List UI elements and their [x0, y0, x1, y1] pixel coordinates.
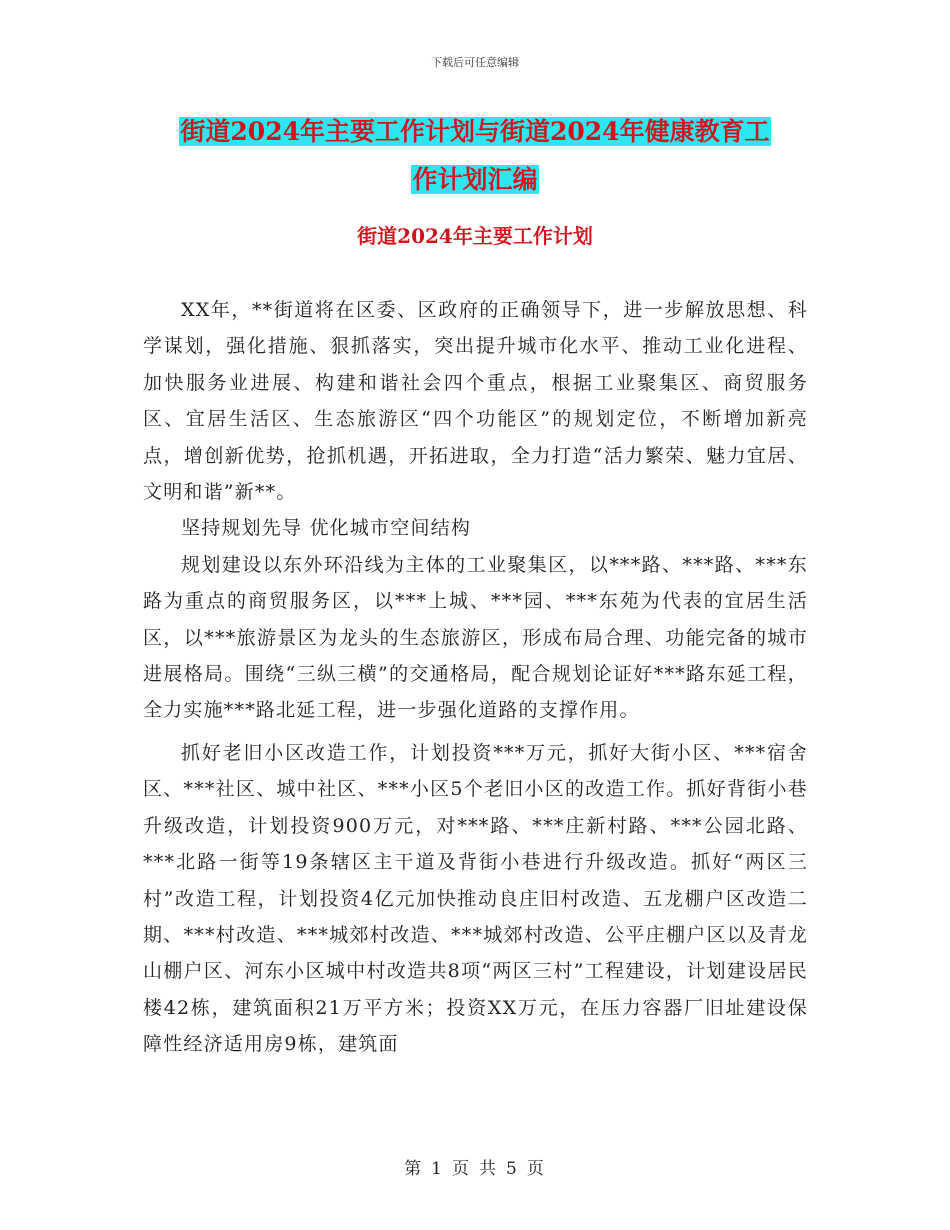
footer-of: 共 — [479, 1159, 498, 1179]
footer-suffix: 页 — [526, 1159, 546, 1179]
paragraph-intro: XX年，**街道将在区委、区政府的正确领导下，进一步解放思想、科学谋划，强化措施、狠抓落实，突出提升城市化水平、推动工业化进程、加快服务业进展、构建和谐社会四个重点，根据工业聚集区、商贸服务区、宜居生活区、生态旅游区“四个功能区”的规划定位，不断增加新亮点，增创新优势，抢抓机遇，开拓进取，全力打造“活力繁荣、魅力宜居、文明和谐”新**。 — [143, 299, 808, 504]
paragraph-renovation: 抓好老旧小区改造工作，计划投资***万元，抓好大街小区、***宿舍区、***社区、城中社区、***小区5个老旧小区的改造工作。抓好背街小巷升级改造，计划投资900万元，对***路、***庄新村路、***公园北路、***北路一街等19条辖区主干道及背街小巷进行升级改造。抓好“两区三村”改造工程，计划投资4亿元加快推动良庄旧村改造、五龙棚户区改造二期、***村改造、***城郊村改造、***城郊村改造、公平庄棚户区以及青龙山棚户区、河东小区城中村改造共8项“两区三村”工程建设，计划建设居民楼42栋，建筑面积21万平方米；投资XX万元，在压力容器厂旧址建设保障性经济适用房9栋，建筑面 — [143, 741, 808, 1056]
document-title — [0, 108, 950, 204]
paragraph-planning: 规划建设以东外环沿线为主体的工业聚集区，以***路、***路、***东路为重点的商贸服务区，以***上城、***园、***东苑为代表的宜居生活区，以***旅游景区为龙头的生态旅游区，形成布局合理、功能完备的城市进展格局。围绕“三纵三横”的交通格局，配合规划论证好***路东延工程，全力实施***路北延工程，进一步强化道路的支撑作用。 — [143, 553, 808, 722]
footer-page-word: 页 — [452, 1159, 471, 1179]
document-body — [143, 292, 808, 1063]
paragraph-subheading: 坚持规划先导 优化城市空间结构 — [181, 517, 472, 540]
footer-total-pages: 5 — [506, 1159, 519, 1179]
footer-page-number: 1 — [431, 1159, 444, 1179]
section-title: 街道2024年主要工作计划 — [357, 224, 593, 248]
page-footer — [0, 1154, 950, 1179]
footer-prefix: 第 — [404, 1159, 424, 1179]
header-note: 下载后可任意编辑 — [431, 56, 519, 69]
document-title-line-1: 街道2024年主要工作计划与街道2024年健康教育工 — [180, 117, 770, 146]
document-title-line-2: 作计划汇编 — [412, 165, 538, 194]
